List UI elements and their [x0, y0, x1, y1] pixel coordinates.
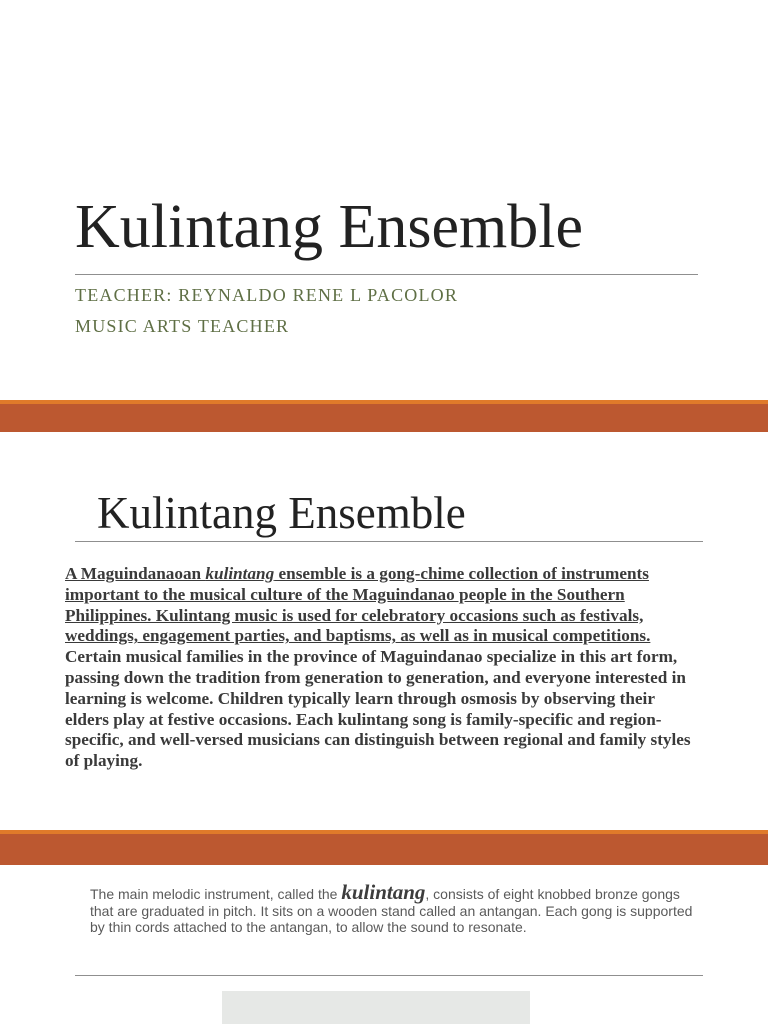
slide-divider-band [0, 834, 768, 865]
text-span: A Maguindanaoan [65, 564, 206, 583]
slide-1 [0, 0, 768, 400]
title-divider [75, 274, 698, 275]
underlined-text [65, 564, 650, 645]
emphasized-term: kulintang [341, 880, 426, 904]
slide-title: Kulintang Ensemble [97, 488, 466, 538]
role-subtitle: MUSIC ARTS TEACHER [75, 316, 290, 336]
text-span: Certain musical families in the province of Maguindanao specialize in this art form, passing down the tradition from generation to generation, and everyone interested in learning is welcome. Children typically learn through osmosis by observing their elders play at festive occasions. Each kulintang song is family-specific and region-specific, and well-versed musicians can distinguish between regional and family styles of playing. [65, 647, 691, 771]
text-span: , consists of eight knobbed bronze gongs that are graduated in pitch. It sits on a wooden stand called an antangan. Each gong is supported by thin cords attached to the antangan, to allow the sound to resonate. [90, 886, 693, 935]
section-divider [75, 975, 703, 976]
slide-divider-band [0, 404, 768, 432]
teacher-subtitle: TEACHER: REYNALDO RENE L PACOLOR [75, 285, 459, 305]
text-span: The main melodic instrument, called the [90, 886, 342, 902]
body-paragraph [90, 880, 702, 936]
text-span: ensemble is a gong-chime collection of instruments important to the musical culture of the Maguindanao people in the Southern Philippines. Kulintang music is used for celebratory occasions such as festivals, weddings, engagement parties, and baptisms, as well as in musical competitions. [65, 564, 651, 646]
body-paragraph [65, 564, 699, 772]
instrument-image [222, 991, 530, 1024]
slide-title: Kulintang Ensemble [75, 193, 583, 261]
italic-term: kulintang [205, 564, 275, 583]
title-divider [75, 541, 703, 542]
